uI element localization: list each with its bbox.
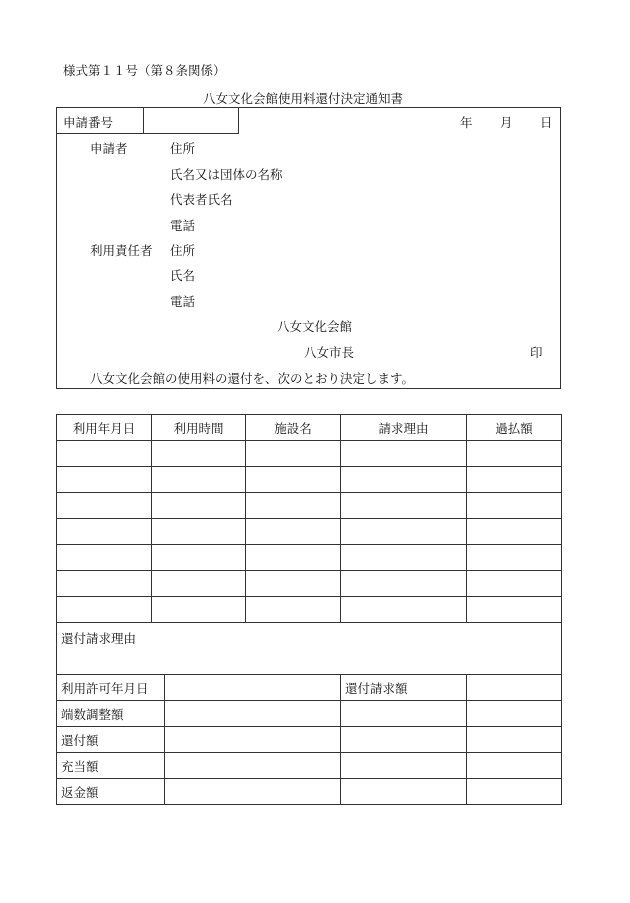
decision-statement: 八女文化会館の使用料の還付を、次のとおり決定します。	[90, 371, 415, 386]
table-cell[interactable]	[341, 493, 467, 519]
table-cell[interactable]	[57, 545, 152, 571]
refund-amount-field[interactable]	[165, 727, 341, 753]
summary-cell[interactable]	[341, 701, 467, 727]
date-year: 年	[460, 115, 473, 130]
table-cell[interactable]	[152, 519, 246, 545]
table-cell[interactable]	[152, 545, 246, 571]
refund-amount-label: 還付額	[57, 727, 165, 753]
summary-cell[interactable]	[467, 727, 562, 753]
table-cell[interactable]	[467, 571, 562, 597]
document-title: 八女文化会館使用料還付決定通知書	[203, 91, 404, 106]
table-cell[interactable]	[57, 467, 152, 493]
summary-row	[57, 753, 562, 779]
usage-table-header	[57, 415, 562, 441]
date-month: 月	[500, 115, 513, 130]
refund-request-amount-field[interactable]	[467, 675, 562, 701]
allocation-amount-label: 充当額	[57, 753, 165, 779]
table-cell[interactable]	[467, 467, 562, 493]
table-cell[interactable]	[246, 545, 341, 571]
application-number-field[interactable]	[145, 109, 237, 132]
table-row	[57, 441, 562, 467]
summary-cell[interactable]	[467, 779, 562, 805]
fraction-adjustment-field[interactable]	[165, 701, 341, 727]
form-number-label: 様式第１１号（第８条関係）	[63, 63, 226, 78]
table-cell[interactable]	[152, 493, 246, 519]
table-row	[57, 467, 562, 493]
refund-request-amount-label: 還付請求額	[341, 675, 467, 701]
application-number-label: 申請番号	[63, 115, 114, 130]
applicant-label: 申請者	[90, 141, 128, 156]
table-row	[57, 493, 562, 519]
refund-reason-label: 還付請求理由	[61, 631, 137, 646]
summary-table	[56, 674, 562, 805]
table-cell[interactable]	[467, 597, 562, 623]
permit-date-field[interactable]	[165, 675, 341, 701]
table-row	[57, 519, 562, 545]
table-cell[interactable]	[152, 467, 246, 493]
responsible-address: 住所	[170, 243, 196, 258]
date-day: 日	[540, 115, 553, 130]
table-row	[57, 571, 562, 597]
header-facility-name: 施設名	[246, 415, 341, 441]
summary-cell[interactable]	[467, 753, 562, 779]
allocation-amount-field[interactable]	[165, 753, 341, 779]
table-cell[interactable]	[341, 597, 467, 623]
header-claim-reason: 請求理由	[341, 415, 467, 441]
table-cell[interactable]	[57, 519, 152, 545]
usage-table	[56, 414, 562, 675]
table-cell[interactable]	[246, 597, 341, 623]
summary-row	[57, 727, 562, 753]
header-usage-time: 利用時間	[152, 415, 246, 441]
table-row	[57, 545, 562, 571]
header-usage-date: 利用年月日	[57, 415, 152, 441]
summary-cell[interactable]	[467, 701, 562, 727]
table-cell[interactable]	[246, 571, 341, 597]
summary-row	[57, 675, 562, 701]
table-cell[interactable]	[152, 571, 246, 597]
table-cell[interactable]	[246, 441, 341, 467]
issuer-org: 八女文化会館	[277, 319, 353, 334]
responsible-name: 氏名	[170, 268, 196, 283]
application-number-divider	[143, 107, 144, 134]
table-row	[57, 597, 562, 623]
issuer-mayor: 八女市長	[304, 345, 355, 360]
responsible-phone: 電話	[170, 294, 196, 309]
applicant-name: 氏名又は団体の名称	[170, 167, 283, 182]
header-overpaid-amount: 過払額	[467, 415, 562, 441]
table-cell[interactable]	[57, 597, 152, 623]
applicant-address: 住所	[170, 141, 196, 156]
summary-row	[57, 701, 562, 727]
table-cell[interactable]	[57, 493, 152, 519]
applicant-phone: 電話	[170, 218, 196, 233]
table-cell[interactable]	[57, 441, 152, 467]
refund-reason-cell[interactable]	[57, 623, 562, 675]
table-cell[interactable]	[57, 571, 152, 597]
table-cell[interactable]	[341, 545, 467, 571]
table-cell[interactable]	[152, 441, 246, 467]
table-cell[interactable]	[246, 493, 341, 519]
table-cell[interactable]	[152, 597, 246, 623]
table-cell[interactable]	[341, 571, 467, 597]
summary-row	[57, 779, 562, 805]
table-cell[interactable]	[467, 519, 562, 545]
table-cell[interactable]	[467, 545, 562, 571]
return-amount-label: 返金額	[57, 779, 165, 805]
applicant-representative: 代表者氏名	[170, 192, 233, 207]
table-cell[interactable]	[341, 519, 467, 545]
permit-date-label: 利用許可年月日	[57, 675, 165, 701]
table-cell[interactable]	[246, 519, 341, 545]
fraction-adjustment-label: 端数調整額	[57, 701, 165, 727]
seal-mark: 印	[530, 345, 543, 360]
summary-cell[interactable]	[341, 779, 467, 805]
table-cell[interactable]	[467, 441, 562, 467]
refund-reason-row	[57, 623, 562, 675]
responsible-label: 利用責任者	[90, 243, 153, 258]
table-cell[interactable]	[341, 441, 467, 467]
table-cell[interactable]	[467, 493, 562, 519]
table-cell[interactable]	[341, 467, 467, 493]
summary-cell[interactable]	[341, 753, 467, 779]
summary-cell[interactable]	[341, 727, 467, 753]
table-cell[interactable]	[246, 467, 341, 493]
return-amount-field[interactable]	[165, 779, 341, 805]
